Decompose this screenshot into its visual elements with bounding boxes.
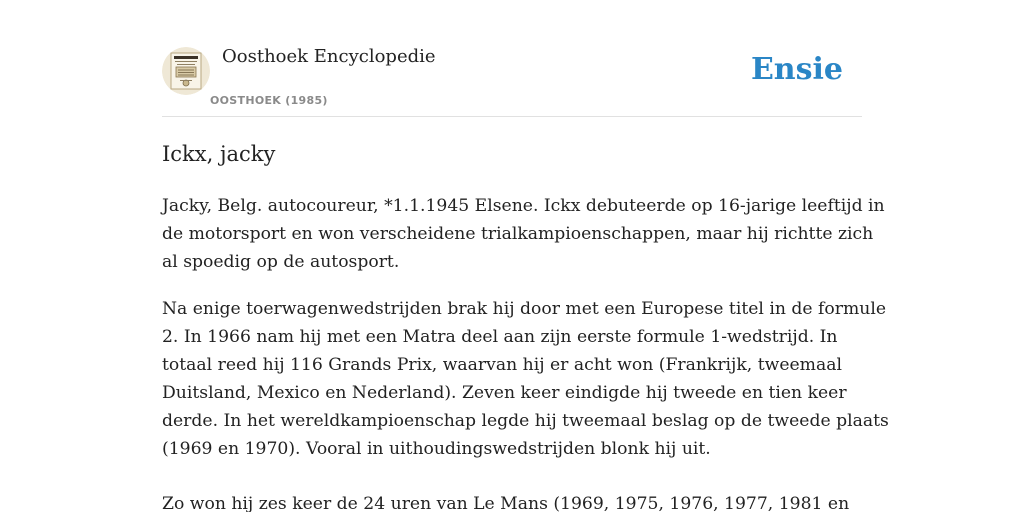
- source-header: [162, 0, 862, 117]
- article-paragraph: [162, 295, 889, 463]
- paragraph-line: totaal reed hij 116 Grands Prix, waarvan hij er acht won (Frankrijk, tweemaal: [162, 355, 842, 375]
- source-logo[interactable]: [162, 47, 210, 95]
- article-paragraph: [162, 490, 862, 512]
- paragraph-line: Duitsland, Mexico en Nederland). Zeven keer eindigde hij tweede en tien keer: [162, 383, 847, 403]
- paragraph-line: 2. In 1966 nam hij met een Matra deel aan zijn eerste formule 1-wedstrijd. In: [162, 327, 838, 347]
- ensie-logo-link[interactable]: Ensie: [750, 52, 843, 87]
- encyclopedia-cover-icon: [162, 47, 210, 95]
- paragraph-line: (1969 en 1970). Vooral in uithoudingswedstrijden blonk hij uit.: [162, 439, 711, 459]
- paragraph-line: Zo won hij zes keer de 24 uren van Le Mans (1969, 1975, 1976, 1977, 1981 en: [162, 494, 850, 512]
- article: [162, 138, 889, 512]
- paragraph-line: Jacky, Belg. autocoureur, *1.1.1945 Elsene. Ickx debuteerde op 16-jarige leeftijd in: [162, 196, 885, 216]
- paragraph-line: al spoedig op de autosport.: [162, 252, 400, 272]
- paragraph-line: derde. In het wereldkampioenschap legde hij tweemaal beslag op de tweede plaats: [162, 411, 889, 431]
- source-title[interactable]: Oosthoek Encyclopedie: [222, 46, 436, 67]
- source-subtitle: OOSTHOEK (1985): [210, 94, 328, 107]
- paragraph-line: de motorsport en won verscheidene trialkampioenschappen, maar hij richtte zich: [162, 224, 874, 244]
- entry-title: Ickx, jacky: [162, 142, 276, 166]
- article-paragraph: [162, 192, 885, 276]
- paragraph-line: Na enige toerwagenwedstrijden brak hij door met een Europese titel in de formule: [162, 299, 887, 319]
